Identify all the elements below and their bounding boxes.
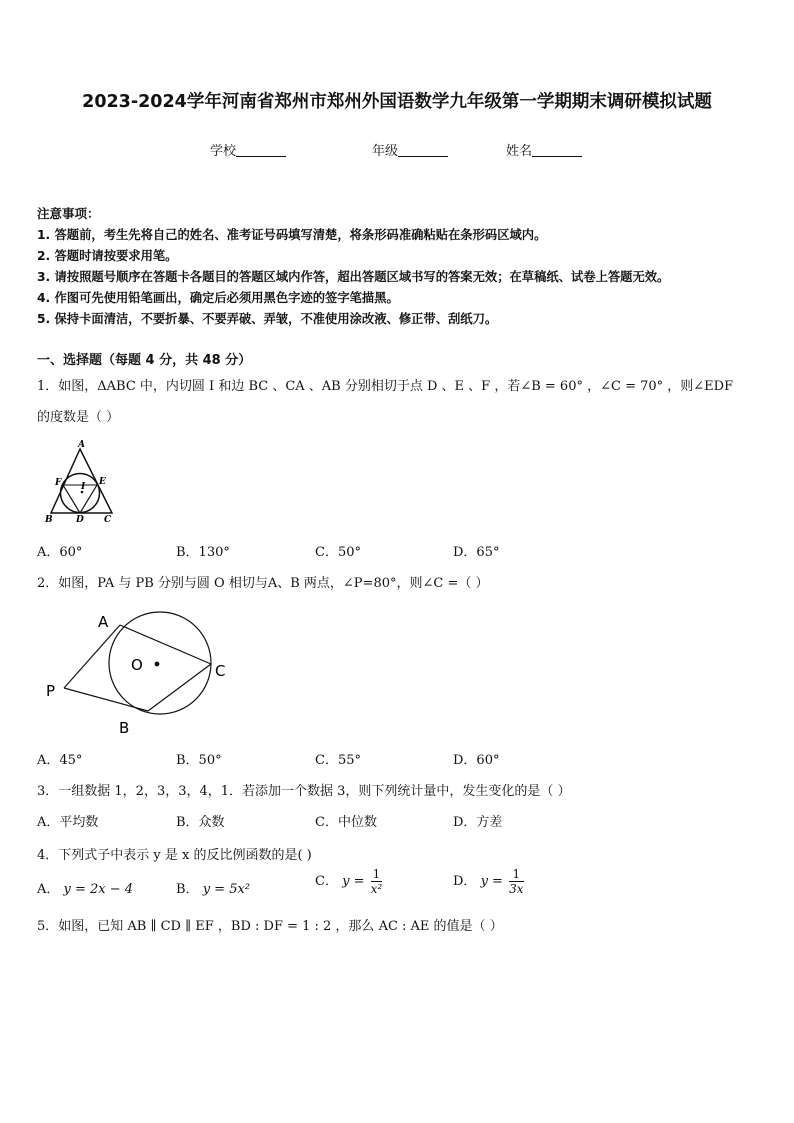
question-1-text: 1．如图，ΔABC 中，内切圆 I 和边 BC 、CA 、AB 分别相切于点 D 、E 、F ，若∠B = 60° ，∠C = 70° ，则∠EDF [37,379,734,394]
tangent-pb [64,688,148,711]
label-c: C [104,515,112,525]
chord-bc [148,664,211,711]
fraction-numerator: 1 [372,867,381,881]
q3-option-a[interactable]: A．平均数 [37,815,99,830]
question-1-text-cont: 的度数是（ ） [37,410,120,425]
label-e: E [99,477,106,487]
label-a: A [78,440,85,450]
q2-option-c[interactable]: C．55° [315,753,361,768]
q4-option-c-fraction [371,868,383,895]
center-dot [155,662,160,667]
q2-option-a[interactable]: A．45° [37,753,83,768]
q4-option-b-expr: y = 5x² [202,882,251,897]
school-field[interactable] [210,140,286,159]
label-c: C [215,662,226,680]
fraction-numerator: 1 [509,868,523,882]
question-2-figure [40,605,240,740]
q3-option-c[interactable]: C．中位数 [315,815,377,830]
incircle [61,474,100,513]
label-i: I [81,482,86,492]
note-item: 4. 作图可先使用铅笔画出，确定后必须用黑色字迹的签字笔描黑。 [37,291,399,305]
q4-option-d-letter: D． [453,874,477,889]
grade-blank[interactable] [398,144,448,157]
q1-option-d[interactable]: D．65° [453,545,500,560]
question-2-text: 2．如图，PA 与 PB 分别与圆 O 相切与A、B 两点，∠P=80°，则∠C =（ ） [37,576,489,591]
q1-option-b[interactable]: B．130° [176,545,230,560]
q2-option-b[interactable]: B．50° [176,753,222,768]
name-blank[interactable] [532,144,582,157]
name-label: 姓名 [506,144,533,159]
page-title: 2023-2024学年河南省郑州市郑州外国语数学九年级第一学期期末调研模拟试题 [82,92,712,112]
q4-option-c[interactable] [315,868,384,895]
note-item: 2. 答题时请按要求用笔。 [37,249,178,263]
segment-df [63,485,80,513]
note-item: 3. 请按照题号顺序在答题卡各题目的答题区域内作答，超出答题区域书写的答案无效；在草稿纸、试卷上答题无效。 [37,270,670,284]
q4-option-d[interactable] [453,868,526,895]
label-b: B [45,515,53,525]
q4-option-b[interactable] [176,878,250,897]
label-a: A [98,613,109,631]
label-p: P [46,682,56,700]
q4-option-c-lhs: y = [342,874,365,889]
q1-option-c[interactable]: C．50° [315,545,361,560]
fraction-denominator: x² [370,882,383,896]
notes-heading: 注意事项： [37,206,100,221]
q3-option-b[interactable]: B．众数 [176,815,225,830]
label-d: D [76,515,84,525]
q4-option-a-letter: A． [37,882,60,897]
grade-field[interactable] [372,140,448,159]
label-o: O [131,656,143,674]
q3-option-d[interactable]: D．方差 [453,815,503,830]
q4-option-a[interactable] [37,878,133,897]
label-f: F [55,478,62,488]
school-label: 学校 [210,144,237,159]
q4-option-b-letter: B． [176,882,199,897]
section-heading: 一、选择题（每题 4 分，共 48 分） [37,353,252,368]
note-item: 5. 保持卡面清洁，不要折暴、不要弄破、弄皱，不准使用涂改液、修正带、刮纸刀。 [37,312,498,326]
q4-option-d-fraction [509,868,523,895]
question-1-figure [42,438,120,526]
question-4-text: 4．下列式子中表示 y 是 x 的反比例函数的是( ) [37,848,312,863]
q1-option-a[interactable]: A．60° [37,545,83,560]
q2-option-d[interactable]: D．60° [453,753,500,768]
question-5-text: 5．如图，已知 AB ∥ CD ∥ EF ，BD : DF = 1 : 2 ，那么 AC : AE 的值是（ ） [37,919,503,934]
label-b: B [119,719,130,737]
q4-option-a-expr: y = 2x − 4 [63,882,134,897]
school-blank[interactable] [236,144,286,157]
q4-option-c-letter: C． [315,874,338,889]
q4-option-d-lhs: y = [480,874,503,889]
fraction-denominator: 3x [509,882,524,896]
grade-label: 年级 [372,144,399,159]
question-3-text: 3．一组数据 1，2，3，3，4，1．若添加一个数据 3，则下列统计量中，发生变化的是（ ） [37,784,571,799]
note-item: 1. 答题前，考生先将自己的姓名、准考证号码填写清楚，将条形码准确粘贴在条形码区域内。 [37,228,547,242]
name-field[interactable] [506,140,582,159]
